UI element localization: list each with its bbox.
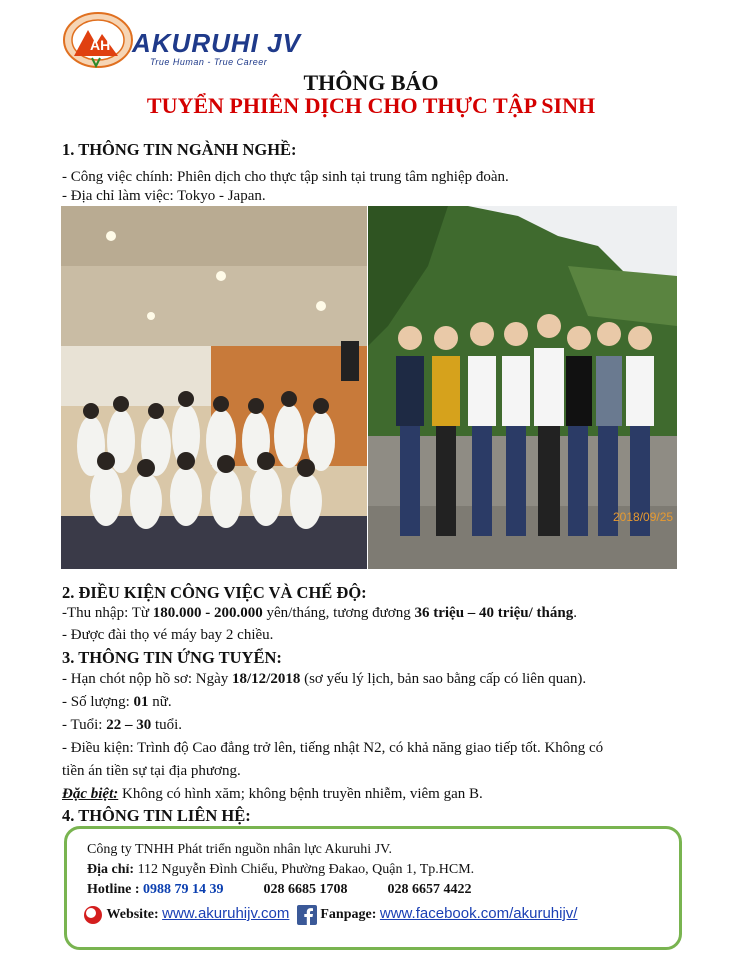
income-mid: yên/tháng, tương đương (262, 605, 415, 621)
section3-heading: 3. THÔNG TIN ỨNG TUYỂN: (62, 648, 282, 667)
hotline-1[interactable]: 0988 79 14 39 (143, 882, 224, 897)
deadline-line (62, 670, 586, 688)
group-photo-outdoor (368, 206, 677, 569)
logo-tagline: True Human - True Career (150, 57, 268, 67)
globe-icon (83, 905, 103, 925)
address-text: 112 Nguyễn Đình Chiểu, Phường Đakao, Quận 1, Tp.HCM. (134, 862, 475, 877)
fanpage-label: Fanpage: (320, 907, 380, 923)
special-text: Không có hình xăm; không bệnh truyền nhiễm, viêm gan B. (118, 786, 483, 802)
address-label: Địa chỉ: (87, 862, 135, 877)
website-label: Website: (106, 907, 163, 923)
hotline-line (87, 882, 472, 898)
job-description: - Công việc chính: Phiên dịch cho thực tập sinh tại trung tâm nghiệp đoàn. (62, 169, 509, 185)
company-logo-icon (62, 10, 138, 68)
svg-text:AH: AH (90, 37, 111, 53)
photo-date-stamp: 2018/09/25 (613, 510, 674, 524)
age-suffix: tuổi. (151, 717, 183, 733)
web-line (83, 905, 577, 925)
group-photo-indoor (61, 206, 367, 569)
hotline-3[interactable]: 028 6657 4422 (387, 882, 472, 897)
website-link[interactable]: www.akuruhijv.com (162, 905, 290, 923)
contact-box (64, 826, 682, 950)
hotline-label: Hotline : (87, 882, 143, 897)
special-label: Đặc biệt: (62, 786, 119, 802)
deadline-prefix: - Hạn chót nộp hồ sơ: Ngày (62, 671, 232, 687)
logo-name: AKURUHI JV (132, 28, 301, 58)
income-range: 180.000 - 200.000 (152, 605, 263, 621)
deadline-date: 18/12/2018 (232, 671, 301, 687)
requirements-line-2: tiền án tiền sự tại địa phương. (62, 763, 241, 779)
income-prefix: -Thu nhập: Từ (62, 605, 153, 621)
hotline-2[interactable]: 028 6685 1708 (263, 882, 348, 897)
age-line (62, 716, 182, 734)
company-name: Công ty TNHH Phát triển nguồn nhân lực Akuruhi JV. (87, 842, 392, 857)
qty-suffix: nữ. (148, 694, 172, 710)
work-location: - Địa chỉ làm việc: Tokyo - Japan. (62, 188, 266, 204)
qty-prefix: - Số lượng: (62, 694, 134, 710)
age-value: 22 – 30 (106, 717, 152, 733)
page-subtitle: TUYỂN PHIÊN DỊCH CHO THỰC TẬP SINH (146, 93, 596, 118)
page-title: THÔNG BÁO (303, 70, 439, 95)
address-line (87, 862, 474, 878)
special-line (62, 785, 483, 803)
airfare-line: - Được đài thọ vé máy bay 2 chiều. (62, 627, 274, 643)
income-end: . (573, 605, 577, 621)
qty-value: 01 (133, 694, 149, 710)
section2-heading: 2. ĐIỀU KIỆN CÔNG VIỆC VÀ CHẾ ĐỘ: (62, 583, 367, 602)
facebook-icon[interactable] (297, 905, 317, 925)
age-prefix: - Tuổi: (62, 717, 107, 733)
deadline-suffix: (sơ yếu lý lịch, bản sao bằng cấp có liên quan). (300, 671, 587, 687)
income-line (62, 604, 577, 622)
section1-heading: 1. THÔNG TIN NGÀNH NGHỀ: (62, 140, 297, 159)
income-vnd: 36 triệu – 40 triệu/ tháng (414, 605, 574, 621)
section4-heading: 4. THÔNG TIN LIÊN HỆ: (62, 806, 251, 825)
quantity-line (62, 693, 172, 711)
fanpage-link[interactable]: www.facebook.com/akuruhijv/ (379, 905, 578, 923)
requirements-line-1: - Điều kiện: Trình độ Cao đẳng trở lên, tiếng nhật N2, có khả năng giao tiếp tốt. Không có (62, 740, 604, 756)
